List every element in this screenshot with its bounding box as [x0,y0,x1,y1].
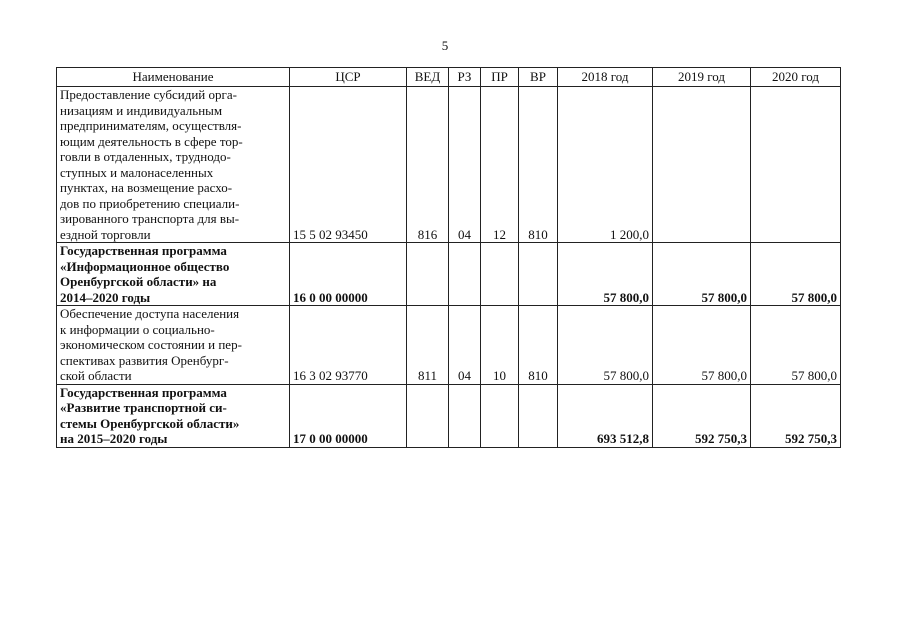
row-name-line: к информации о социально- [60,321,215,337]
row-vr: 810 [519,306,558,385]
row-pr: 10 [481,306,519,385]
row-vr [519,384,558,447]
row-rz: 04 [449,306,481,385]
row-2018: 693 512,8 [558,384,653,447]
header-row [57,68,841,87]
row-name-line: Государственная программа [60,243,227,258]
row-pr: 12 [481,87,519,243]
header-2020: 2020 год [751,68,841,87]
row-csr: 16 0 00 00000 [290,243,407,306]
row-ved [407,243,449,306]
row-2018: 57 800,0 [558,243,653,306]
table-row [57,384,841,447]
table-row [57,306,841,385]
row-rz [449,243,481,306]
header-rz: РЗ [449,68,481,87]
row-name-line: дов по приобретению специали- [60,195,240,211]
row-name-line: Обеспечение доступа населения [60,306,240,321]
row-name-line: экономическом состоянии и пер- [60,337,242,352]
row-name-line: «Информационное общество [60,258,230,274]
row-name-line: ездной торговли [60,226,151,242]
header-csr: ЦСР [290,68,407,87]
row-name-line: Государственная программа [60,384,227,400]
row-2020 [751,87,841,243]
row-2019: 592 750,3 [653,384,751,447]
row-name-line: на 2015–2020 годы [60,431,168,446]
row-2019: 57 800,0 [653,243,751,306]
row-2020: 57 800,0 [751,306,841,385]
row-2018: 57 800,0 [558,306,653,385]
row-pr [481,384,519,447]
row-csr: 17 0 00 00000 [290,384,407,447]
row-vr: 810 [519,87,558,243]
header-2018: 2018 год [558,68,653,87]
row-name-cell [57,306,290,385]
row-name-line: Оренбургской области» на [60,274,217,289]
header-pr: ПР [481,68,519,87]
row-name-line: Предоставление субсидий орга- [60,87,237,102]
row-vr [519,243,558,306]
row-2020: 592 750,3 [751,384,841,447]
row-name-line: ступных и малонаселенных [60,164,214,180]
row-name-line: пунктах, на возмещение расхо- [60,180,233,195]
row-ved: 816 [407,87,449,243]
row-ved: 811 [407,306,449,385]
row-name-line: предпринимателям, осуществля- [60,118,242,133]
row-2019: 57 800,0 [653,306,751,385]
row-csr: 15 5 02 93450 [290,87,407,243]
header-name: Наименование [57,68,290,87]
row-rz [449,384,481,447]
row-ved [407,384,449,447]
table-row [57,87,841,243]
row-name-line: стемы Оренбургской области» [60,415,240,431]
row-name-line: зированного транспорта для вы- [60,211,240,226]
row-2020: 57 800,0 [751,243,841,306]
row-name-line: низациям и индивидуальным [60,102,223,118]
header-ved: ВЕД [407,68,449,87]
row-rz: 04 [449,87,481,243]
header-vr: ВР [519,68,558,87]
page-number: 5 [441,38,449,53]
row-csr: 16 3 02 93770 [290,306,407,385]
row-name-cell [57,87,290,243]
table-row [57,243,841,306]
header-2019: 2019 год [653,68,751,87]
row-name-cell [57,384,290,447]
row-2018: 1 200,0 [558,87,653,243]
row-name-line: говли в отдаленных, труднодо- [60,149,231,164]
row-name-cell [57,243,290,306]
row-name-line: ской области [60,368,132,383]
row-name-line: «Развитие транспортной си- [60,400,227,415]
row-pr [481,243,519,306]
row-2019 [653,87,751,243]
row-name-line: спективах развития Оренбург- [60,352,229,368]
row-name-line: ющим деятельность в сфере тор- [60,133,243,149]
budget-table [56,67,841,448]
row-name-line: 2014–2020 годы [60,289,151,305]
